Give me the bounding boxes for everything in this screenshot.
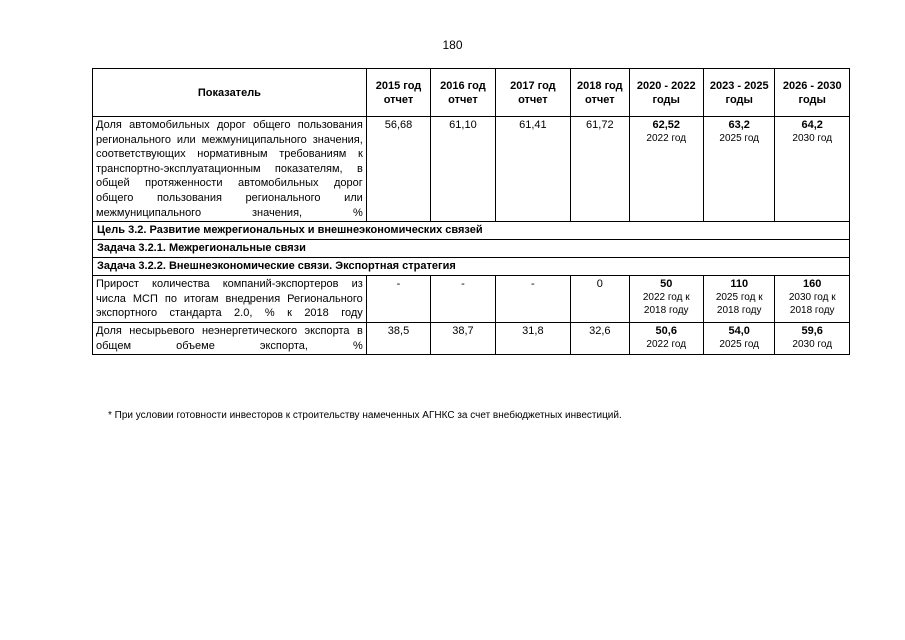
target-2030-cell [775,276,850,323]
header-2016: 2016 год отчет [431,69,495,117]
target-2030-cell [775,117,850,222]
value-2016: 38,7 [431,322,495,354]
target-2030: 64,2 [801,119,823,131]
target-2030-note: 2030 год [792,133,833,144]
table-row [93,322,850,354]
value-2016: - [431,276,495,323]
target-2022-note: 2022 год [646,338,687,350]
target-2025-cell [703,117,774,222]
header-2018: 2018 год отчет [571,69,629,117]
value-2016: 61,10 [431,117,495,222]
value-2017: 61,41 [495,117,570,222]
value-2015: 56,68 [366,117,430,222]
target-2030-note: 2030 год к 2018 году [788,292,836,317]
task-3-2-1: Задача 3.2.1. Межрегиональные связи [93,240,850,258]
indicator-cell: Прирост количества компаний-экспортеров из числа МСП по итогам внедрения Регионального экспортного стандарта 2.0, % к 2018 году [93,276,367,323]
header-2015: 2015 год отчет [366,69,430,117]
target-2030: 160 [803,278,822,291]
value-2017: 31,8 [495,322,570,354]
target-2022-cell [629,322,703,354]
target-2030-note: 2030 год [792,338,833,350]
target-2030: 59,6 [801,324,823,337]
goal-3-2: Цель 3.2. Развитие межрегиональных и внешнеэкономических связей [93,222,850,240]
header-2023-2025: 2023 - 2025 годы [703,69,774,117]
value-2018: 0 [571,276,629,323]
header-2017: 2017 год отчет [495,69,570,117]
value-2015: 38,5 [366,322,430,354]
footnote: * При условии готовности инвесторов к строительству намеченных АГНКС за счет внебюджетных инвестиций. [108,410,622,421]
header-indicator: Показатель [93,69,367,117]
indicator-cell: Доля несырьевого неэнергетического экспорта в общем объеме экспорта, % [93,322,367,354]
target-2025-cell [703,322,774,354]
target-2025-cell [703,276,774,323]
target-2025-note: 2025 год к 2018 году [715,292,763,317]
task-row [93,258,850,276]
header-2020-2022: 2020 - 2022 годы [629,69,703,117]
indicators-table [92,68,850,355]
target-2022-cell [629,276,703,323]
value-2015: - [366,276,430,323]
target-2025: 63,2 [728,119,750,131]
target-2025: 110 [730,278,749,291]
table-header-row [93,69,850,117]
value-2018: 32,6 [571,322,629,354]
table-row [93,276,850,323]
page-number: 180 [442,38,463,52]
value-2018: 61,72 [571,117,629,222]
target-2022: 50,6 [655,324,677,337]
target-2022-cell [629,117,703,222]
target-2022: 62,52 [652,119,680,131]
task-row [93,240,850,258]
indicator-cell: Доля автомобильных дорог общего пользования регионального или межмуниципального значения, соответствующих нормативным требованиям к транспортно-эксплуатационным показателям, в общей протяженности автомобильных дорог общего пользования регионального или межмуниципального значения, % [93,117,367,222]
target-2025: 54,0 [728,324,750,337]
table-row [93,117,850,222]
target-2030-cell [775,322,850,354]
target-2022-note: 2022 год к 2018 году [642,292,690,317]
task-3-2-2: Задача 3.2.2. Внешнеэкономические связи. Экспортная стратегия [93,258,850,276]
target-2025-note: 2025 год [719,338,760,350]
target-2025-note: 2025 год [719,133,760,144]
target-2022: 50 [660,278,673,291]
value-2017: - [495,276,570,323]
header-2026-2030: 2026 - 2030 годы [775,69,850,117]
target-2022-note: 2022 год [646,133,687,144]
goal-row [93,222,850,240]
